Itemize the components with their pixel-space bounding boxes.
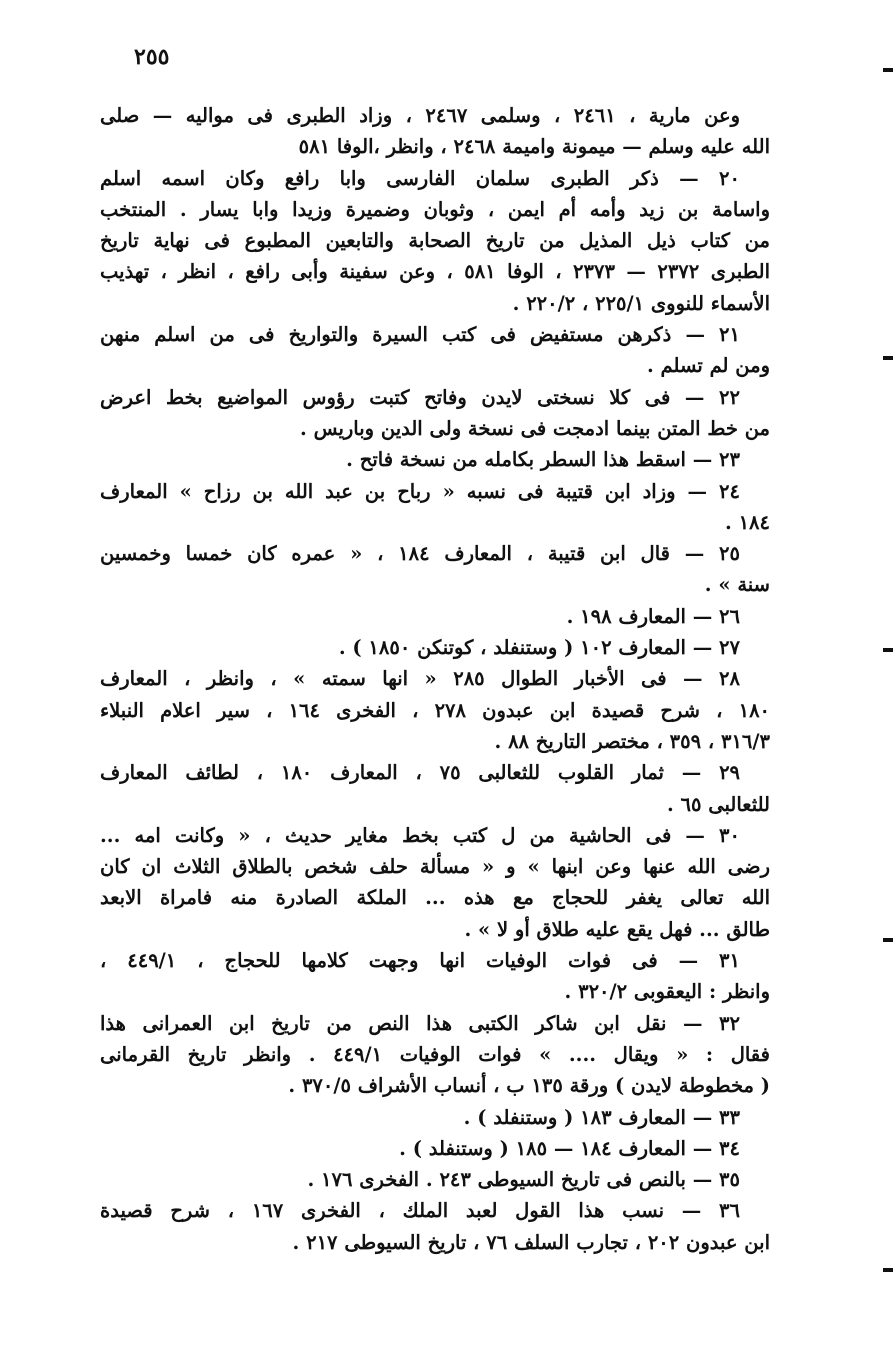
text-line: ١٨٤ . <box>725 510 770 534</box>
text-line: ٣٣ — المعارف ١٨٣ ( وستنفلد ) . <box>463 1105 740 1129</box>
text-line: ١٨٠ ، شرح قصيدة ابن عبدون ٢٧٨ ، الفخرى ١٦٤ ، سير اعلام النبلاء <box>100 698 770 722</box>
text-line: ابن عبدون ٢٠٢ ، تجارب السلف ٧٦ ، تاريخ السيوطى ٢١٧ . <box>292 1230 770 1254</box>
text-line: ٣١٦/٣ ، ٣٥٩ ، مختصر التاريخ ٨٨ . <box>494 729 770 753</box>
text-line: ٢٥ — قال ابن قتيبة ، المعارف ١٨٤ ، « عمره كان خمسا وخمسين <box>100 542 740 566</box>
text-line: ٢٩ — ثمار القلوب للثعالبى ٧٥ ، المعارف ١٨٠ ، لطائف المعارف <box>100 761 741 785</box>
margin-mark <box>883 356 893 360</box>
text-line: للثعالبى ٦٥ . <box>666 792 770 816</box>
text-line: طالق ... فهل يقع عليه طلاق أو لا » . <box>464 917 770 941</box>
text-line: وانظر : اليعقوبى ٣٢٠/٢ . <box>564 980 770 1004</box>
text-line: الله عليه وسلم — ميمونة واميمة ٢٤٦٨ ، وانظر ،الوفا ٥٨١ <box>298 135 770 159</box>
text-line: ٢١ — ذكرهن مستفيض فى كتب السيرة والتواريخ فى من اسلم منهن <box>100 323 740 347</box>
footnotes-body <box>100 100 770 1258</box>
text-line: ٢٣ — اسقط هذا السطر بكامله من نسخة فاتح . <box>346 448 740 472</box>
margin-mark <box>883 938 893 942</box>
text-line: فقال : « ويقال .... » فوات الوفيات ٤٤٩/١ . وانظر تاريخ القرمانى <box>100 1042 770 1066</box>
text-line: رضى الله عنها وعن ابنها » و « مسألة حلف شخص بالطلاق الثلاث ان كان <box>100 855 770 879</box>
text-line: ٣٦ — نسب هذا القول لعبد الملك ، الفخرى ١٦٧ ، شرح قصيدة <box>100 1199 740 1223</box>
text-line: ٣٤ — المعارف ١٨٤ — ١٨٥ ( وستنفلد ) . <box>399 1136 740 1160</box>
text-line: ٣٢ — نقل ابن شاكر الكتبى هذا النص من تاريخ ابن العمرانى هذا <box>100 1011 740 1035</box>
text-line: من خط المتن بينما ادمجت فى نسخة ولى الدين وباريس . <box>300 416 770 440</box>
text-line: ٢٤ — وزاد ابن قتيبة فى نسبه « رباح بن عبد الله بن رزاح » المعارف <box>100 479 740 503</box>
text-line: الله تعالى يغفر للحجاج مع هذه ... الملكة الصادرة منه فامراة الابعد <box>100 886 770 910</box>
margin-mark <box>883 1268 893 1272</box>
text-line: ٣٥ — بالنص فى تاريخ السيوطى ٢٤٣ . الفخرى ١٧٦ . <box>307 1168 740 1192</box>
text-line: ٣١ — فى فوات الوفيات انها وجهت كلامها للحجاج ، ٤٤٩/١ ، <box>100 949 740 973</box>
text-line: ومن لم تسلم . <box>646 354 770 378</box>
text-line: وعن مارية ، ٢٤٦١ ، وسلمى ٢٤٦٧ ، وزاد الطبرى فى مواليه — صلى <box>100 104 740 127</box>
text-line: ٢٠ — ذكر الطبرى سلمان الفارسى وابا رافع وكان اسمه اسلم <box>100 166 740 190</box>
margin-mark <box>883 648 893 652</box>
text-line: ٢٢ — فى كلا نسختى لايدن وفاتح كتبت رؤوس المواضيع بخط اعرض <box>100 385 740 409</box>
text-line: الأسماء للنووى ٢٢٥/١ ، ٢٢٠/٢ . <box>512 291 770 315</box>
page-number: ٢٥٥ <box>134 44 170 70</box>
text-line: الطبرى ٢٣٧٢ — ٢٣٧٣ ، الوفا ٥٨١ ، وعن سفينة وأبى رافع ، انظر ، تهذيب <box>100 260 770 284</box>
text-line: من كتاب ذيل المذيل من تاريخ الصحابة والتابعين المطبوع فى نهاية تاريخ <box>100 229 770 253</box>
margin-mark <box>883 68 893 72</box>
text-line: سنة » . <box>704 573 770 597</box>
text-line: ٢٧ — المعارف ١٠٢ ( وستنفلد ، كوتنكن ١٨٥٠ ) . <box>338 636 740 660</box>
text-line: واسامة بن زيد وأمه أم ايمن ، وثوبان وضميرة وزيدا وابا يسار . المنتخب <box>100 197 770 221</box>
text-line: ٣٠ — فى الحاشية من ل كتب بخط مغاير حديث ، « وكانت امه ... <box>100 823 740 847</box>
text-line: ٢٦ — المعارف ١٩٨ . <box>566 604 740 628</box>
text-line: ( مخطوطة لايدن ) ورقة ١٣٥ ب ، أنساب الأشراف ٣٧٠/٥ . <box>288 1074 770 1098</box>
text-line: ٢٨ — فى الأخبار الطوال ٢٨٥ « انها سمته » ، وانظر ، المعارف <box>100 667 740 691</box>
